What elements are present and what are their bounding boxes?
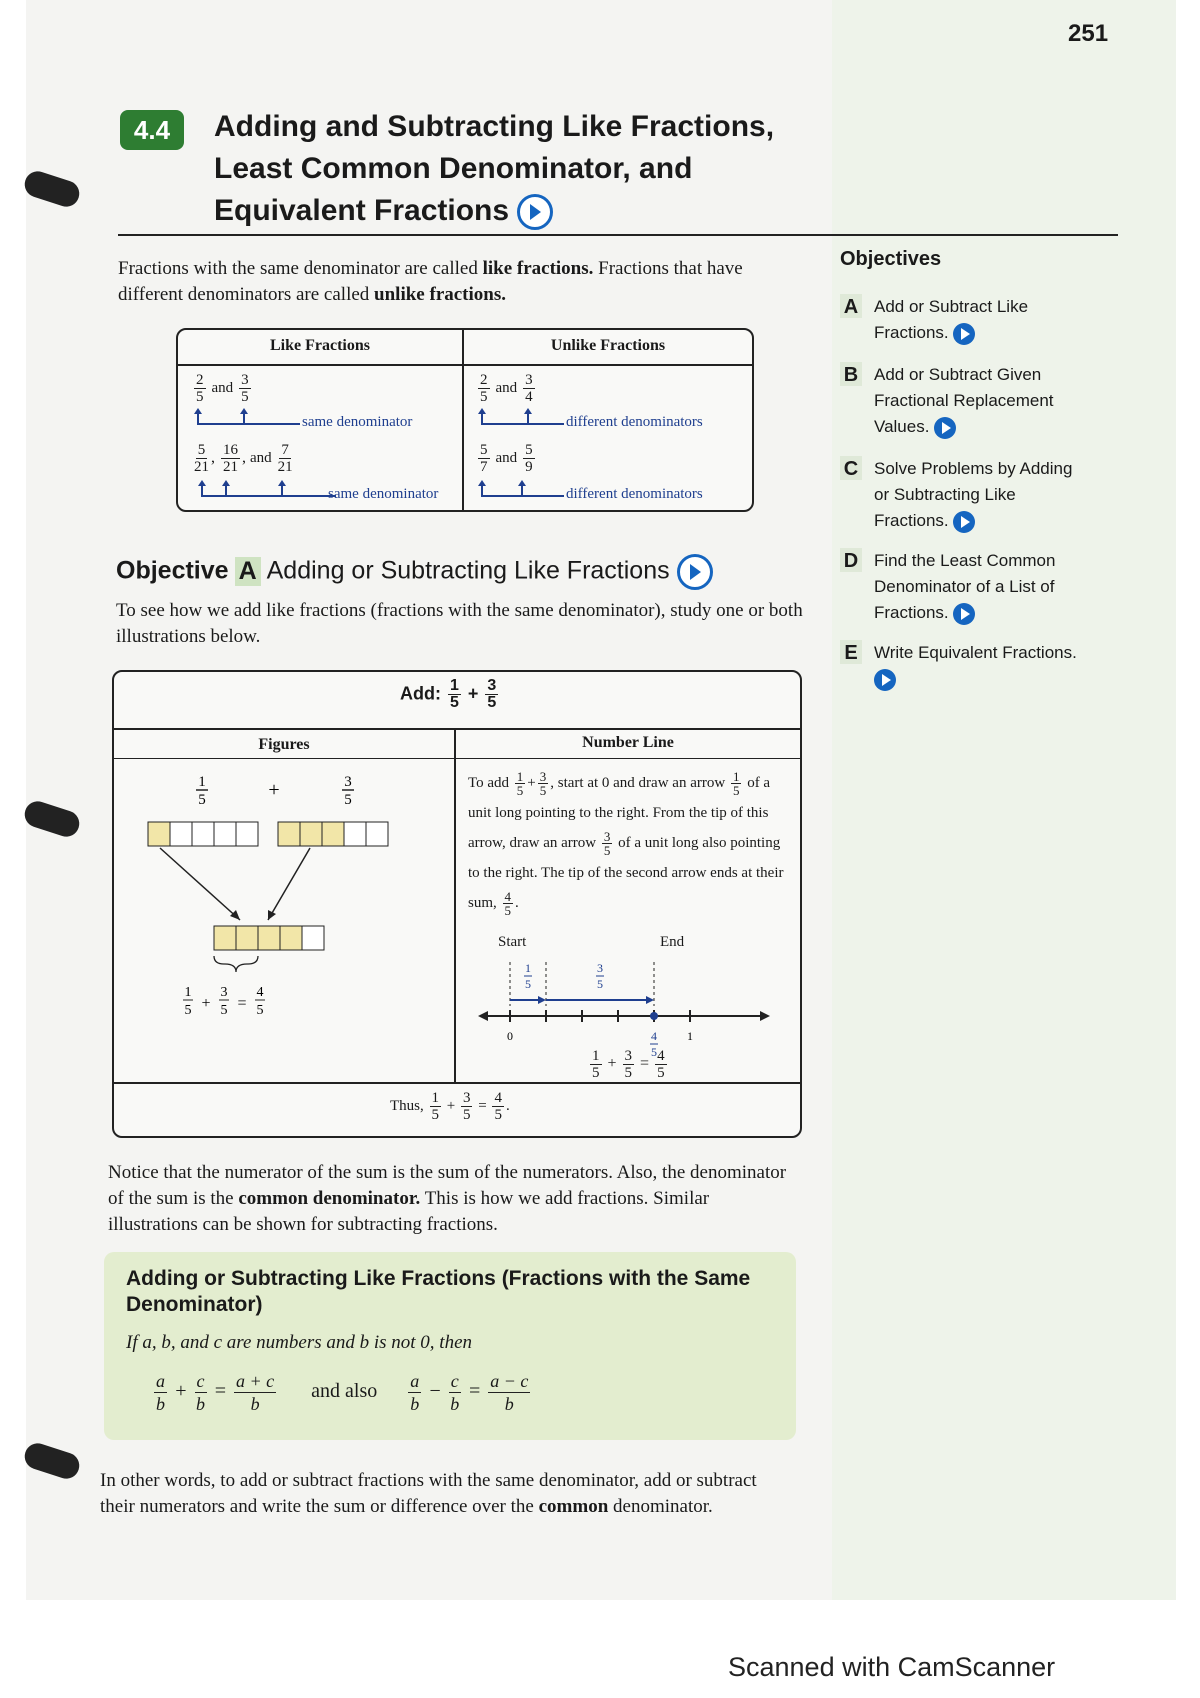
video-play-icon[interactable] <box>953 323 975 345</box>
svg-text:1: 1 <box>198 774 206 790</box>
like-example-2-label: same denominator <box>328 486 439 502</box>
objectives-title: Objectives <box>840 248 942 270</box>
objective-letter: C <box>840 456 862 480</box>
objectives-sidebar <box>832 0 1176 1600</box>
svg-text:1: 1 <box>184 985 192 1000</box>
rule-box <box>104 1252 796 1440</box>
objective-item-d[interactable] <box>840 548 1080 626</box>
section-title-text: Equivalent Fractions <box>214 194 510 227</box>
video-play-icon[interactable] <box>517 194 553 230</box>
number-line-header: Number Line <box>582 734 674 751</box>
svg-text:5: 5 <box>220 1003 228 1018</box>
objective-text: Add or Subtract Like Fractions. <box>874 297 1029 342</box>
section-title-line <box>214 190 794 232</box>
video-play-icon[interactable] <box>677 554 713 590</box>
section-number-badge: 4.4 <box>120 110 184 150</box>
rule-formulas: $\frac{a}{b}$ + $\frac{c}{b}$ = $\frac{a + c}{b}$ and also $\frac{a}{b}$ − $\frac{c}{b}$ = $\frac{a - c}{b}$ <box>156 1371 529 1414</box>
svg-text:5: 5 <box>256 1003 264 1018</box>
objective-a-paragraph: To see how we add like fractions (fractions with the same denominator), study one or both illustrations below. <box>116 600 803 647</box>
start-label: Start <box>498 934 527 950</box>
svg-text:1: 1 <box>525 961 531 975</box>
tick-label-1: 1 <box>687 1029 693 1043</box>
unlike-example-2: $\frac{5}{7}$ and $\frac{5}{9}$ <box>480 442 533 475</box>
scanner-watermark: Scanned with CamScanner <box>728 1652 1056 1682</box>
like-example-1-bracket <box>192 408 302 428</box>
rule-condition: If a, b, and c are numbers and b is not 0, then <box>126 1332 473 1353</box>
objective-item-e[interactable] <box>840 640 1080 692</box>
header-unlike-fractions: Unlike Fractions <box>550 337 666 354</box>
header-like-fractions: Like Fractions <box>270 337 370 354</box>
objective-letter: A <box>840 294 862 318</box>
svg-text:3: 3 <box>220 985 228 1000</box>
objective-label: Objective <box>116 556 229 585</box>
objective-letter: E <box>840 640 862 664</box>
unlike-example-1: $\frac{2}{5}$ and $\frac{3}{4}$ <box>480 372 533 405</box>
section-title-line: Least Common Denominator, and <box>214 152 693 185</box>
objective-letter: D <box>840 548 862 572</box>
page-number: 251 <box>1068 20 1109 47</box>
section-title <box>214 106 794 232</box>
closing-paragraph: In other words, to add or subtract fractions with the same denominator, add or subtract their numerators and write the sum or difference over the common denominator. <box>100 1470 757 1517</box>
objective-item-c[interactable] <box>840 456 1080 534</box>
and-also-text: and also <box>311 1380 378 1403</box>
objective-text: Solve Problems by Adding or Subtracting Like Fractions. <box>874 459 1073 530</box>
objective-text: Write Equivalent Fractions. <box>874 643 1077 662</box>
svg-text:+: + <box>201 995 211 1012</box>
svg-text:5: 5 <box>597 977 603 991</box>
tick-label-0: 0 <box>507 1029 513 1043</box>
like-unlike-table <box>176 328 754 512</box>
add-expression: Add: $\frac{1}{5}$ + $\frac{3}{5}$ <box>400 677 497 711</box>
objective-text: Add or Subtract Given Fractional Replacement Values. <box>874 365 1054 436</box>
rule-title: Adding or Subtracting Like Fractions (Fractions with the Same Denominator) <box>126 1267 751 1316</box>
svg-text:5: 5 <box>198 792 206 808</box>
thus-equation: Thus, $\frac{1}{5}$ + $\frac{3}{5}$ = $\frac{4}{5}$ . <box>390 1090 510 1123</box>
svg-text:=: = <box>237 995 247 1012</box>
like-example-1-label: same denominator <box>302 414 413 430</box>
svg-text:5: 5 <box>525 977 531 991</box>
svg-text:+: + <box>268 779 280 801</box>
fraction-bars-figure <box>144 764 444 1074</box>
svg-text:3: 3 <box>344 774 352 790</box>
notice-paragraph: Notice that the numerator of the sum is the sum of the numerators. Also, the denominator of the sum is the common denominator. This is how we add fractions. Similar illustrations can be shown for subtracting fractions. <box>108 1162 787 1235</box>
video-play-icon[interactable] <box>953 603 975 625</box>
svg-text:5: 5 <box>184 1003 192 1018</box>
video-play-icon[interactable] <box>874 669 896 691</box>
figures-header: Figures <box>258 736 310 753</box>
unlike-example-2-label: different denominators <box>566 486 703 502</box>
unlike-example-2-bracket <box>476 480 566 500</box>
end-label: End <box>660 934 685 950</box>
objective-title: Adding or Subtracting Like Fractions <box>266 556 670 585</box>
intro-paragraph: Fractions with the same denominator are called like fractions. Fractions that have different denominators are called unlike fractions. <box>118 258 743 305</box>
objective-item-a[interactable] <box>840 294 1080 346</box>
number-line-equation: $\frac{1}{5}$ + $\frac{3}{5}$ = $\frac{4}{5}$ <box>592 1048 665 1081</box>
illustration-box <box>112 670 802 1138</box>
svg-text:5: 5 <box>344 792 352 808</box>
video-play-icon[interactable] <box>953 511 975 533</box>
objective-item-b[interactable] <box>840 362 1080 440</box>
title-divider <box>118 234 1118 236</box>
like-example-2-bracket <box>192 480 338 500</box>
svg-text:4: 4 <box>651 1029 657 1043</box>
unlike-example-1-label: different denominators <box>566 414 703 430</box>
objective-letter: A <box>235 557 261 586</box>
svg-text:3: 3 <box>597 961 603 975</box>
like-example-2: $\frac{5}{21}$ , $\frac{16}{21}$ , and $\frac{7}{21}$ <box>194 442 293 475</box>
objective-text: Find the Least Common Denominator of a List of Fractions. <box>874 551 1056 622</box>
svg-text:4: 4 <box>256 985 264 1000</box>
like-example-1: $\frac{2}{5}$ and $\frac{3}{5}$ <box>196 372 249 405</box>
objective-letter: B <box>840 362 862 386</box>
number-line-explanation: To add $\frac{1}{5}$ + $\frac{3}{5}$ , start at 0 and draw an arrow $\frac{1}{5}$ of a unit long pointing to the right. From the tip of this arrow, draw an arrow $\frac{3}{5}$ of a unit long also pointing to the right. The tip of the second arrow ends at their sum, $\frac{4}{5}$ . <box>468 769 784 919</box>
unlike-example-1-bracket <box>476 408 566 428</box>
section-title-line: Adding and Subtracting Like Fractions, <box>214 110 775 143</box>
svg-text:5: 5 <box>651 1045 657 1059</box>
objective-a-heading <box>116 554 713 590</box>
video-play-icon[interactable] <box>934 417 956 439</box>
